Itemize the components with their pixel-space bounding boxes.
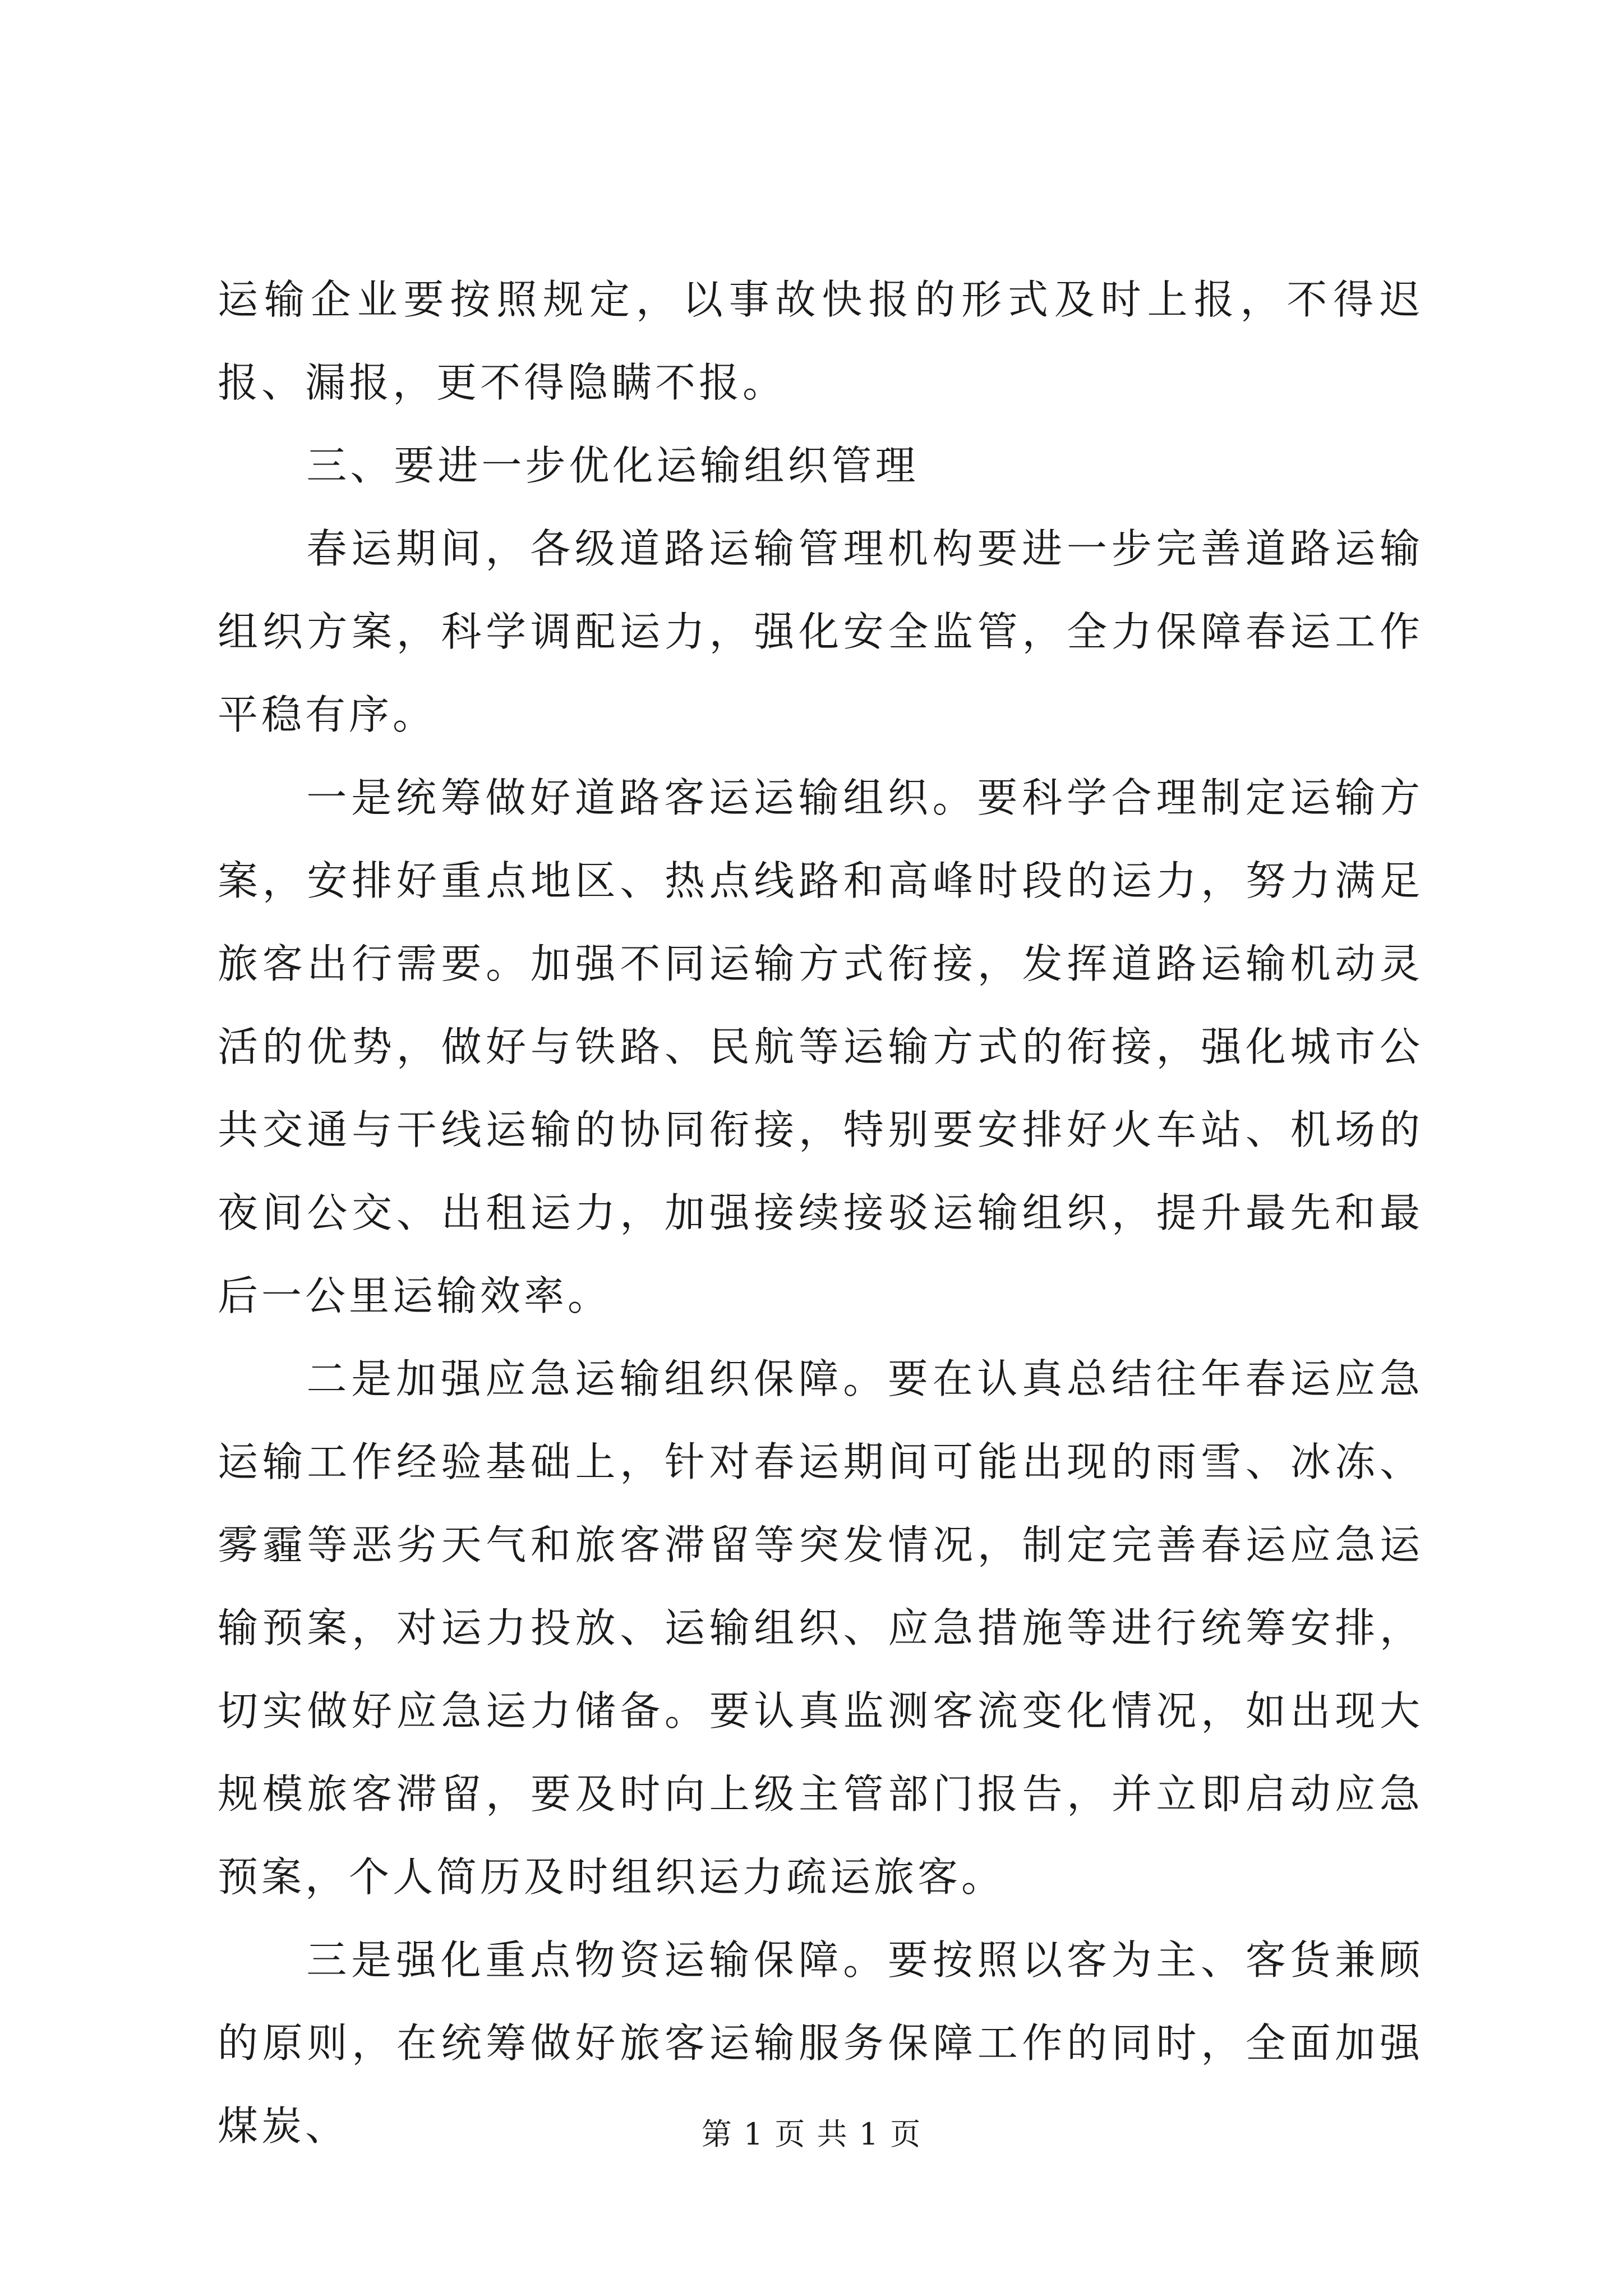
document-body [218,258,1423,2168]
paragraph-point-three: 三是强化重点物资运输保障。要按照以客为主、客货兼顾的原则，在统筹做好旅客运输服务保障工作的同时，全面加强煤炭、 [218,1936,1423,2150]
paragraph-point-two: 二是加强应急运输组织保障。要在认真总结往年春运应急运输工作经验基础上，针对春运期间可能出现的雨雪、冰冻、雾霾等恶劣天气和旅客滞留等突发情况，制定完善春运应急运输预案，对运力投放、运输组织、应急措施等进行统筹安排，切实做好应急运力储备。要认真监测客流变化情况，如出现大规模旅客滞留，要及时向上级主管部门报告，并立即启动应急预案，个人简历及时组织运力疏运旅客。 [218,1355,1423,1901]
paragraph-continuation: 运输企业要按照规定，以事故快报的形式及时上报，不得迟报、漏报，更不得隐瞒不报。 [218,276,1423,406]
page-footer: 第 1 页 共 1 页 [701,2116,922,2152]
section-heading: 三、要进一步优化运输组织管理 [306,442,919,489]
paragraph-point-one: 一是统筹做好道路客运运输组织。要科学合理制定运输方案，安排好重点地区、热点线路和高峰时段的运力，努力满足旅客出行需要。加强不同运输方式衔接，发挥道路运输机动灵活的优势，做好与铁路、民航等运输方式的衔接，强化城市公共交通与干线运输的协同衔接，特别要安排好火车站、机场的夜间公交、出租运力，加强接续接驳运输组织，提升最先和最后一公里运输效率。 [218,774,1423,1319]
paragraph-intro: 春运期间，各级道路运输管理机构要进一步完善道路运输组织方案，科学调配运力，强化安全监管，全力保障春运工作平稳有序。 [218,525,1423,738]
